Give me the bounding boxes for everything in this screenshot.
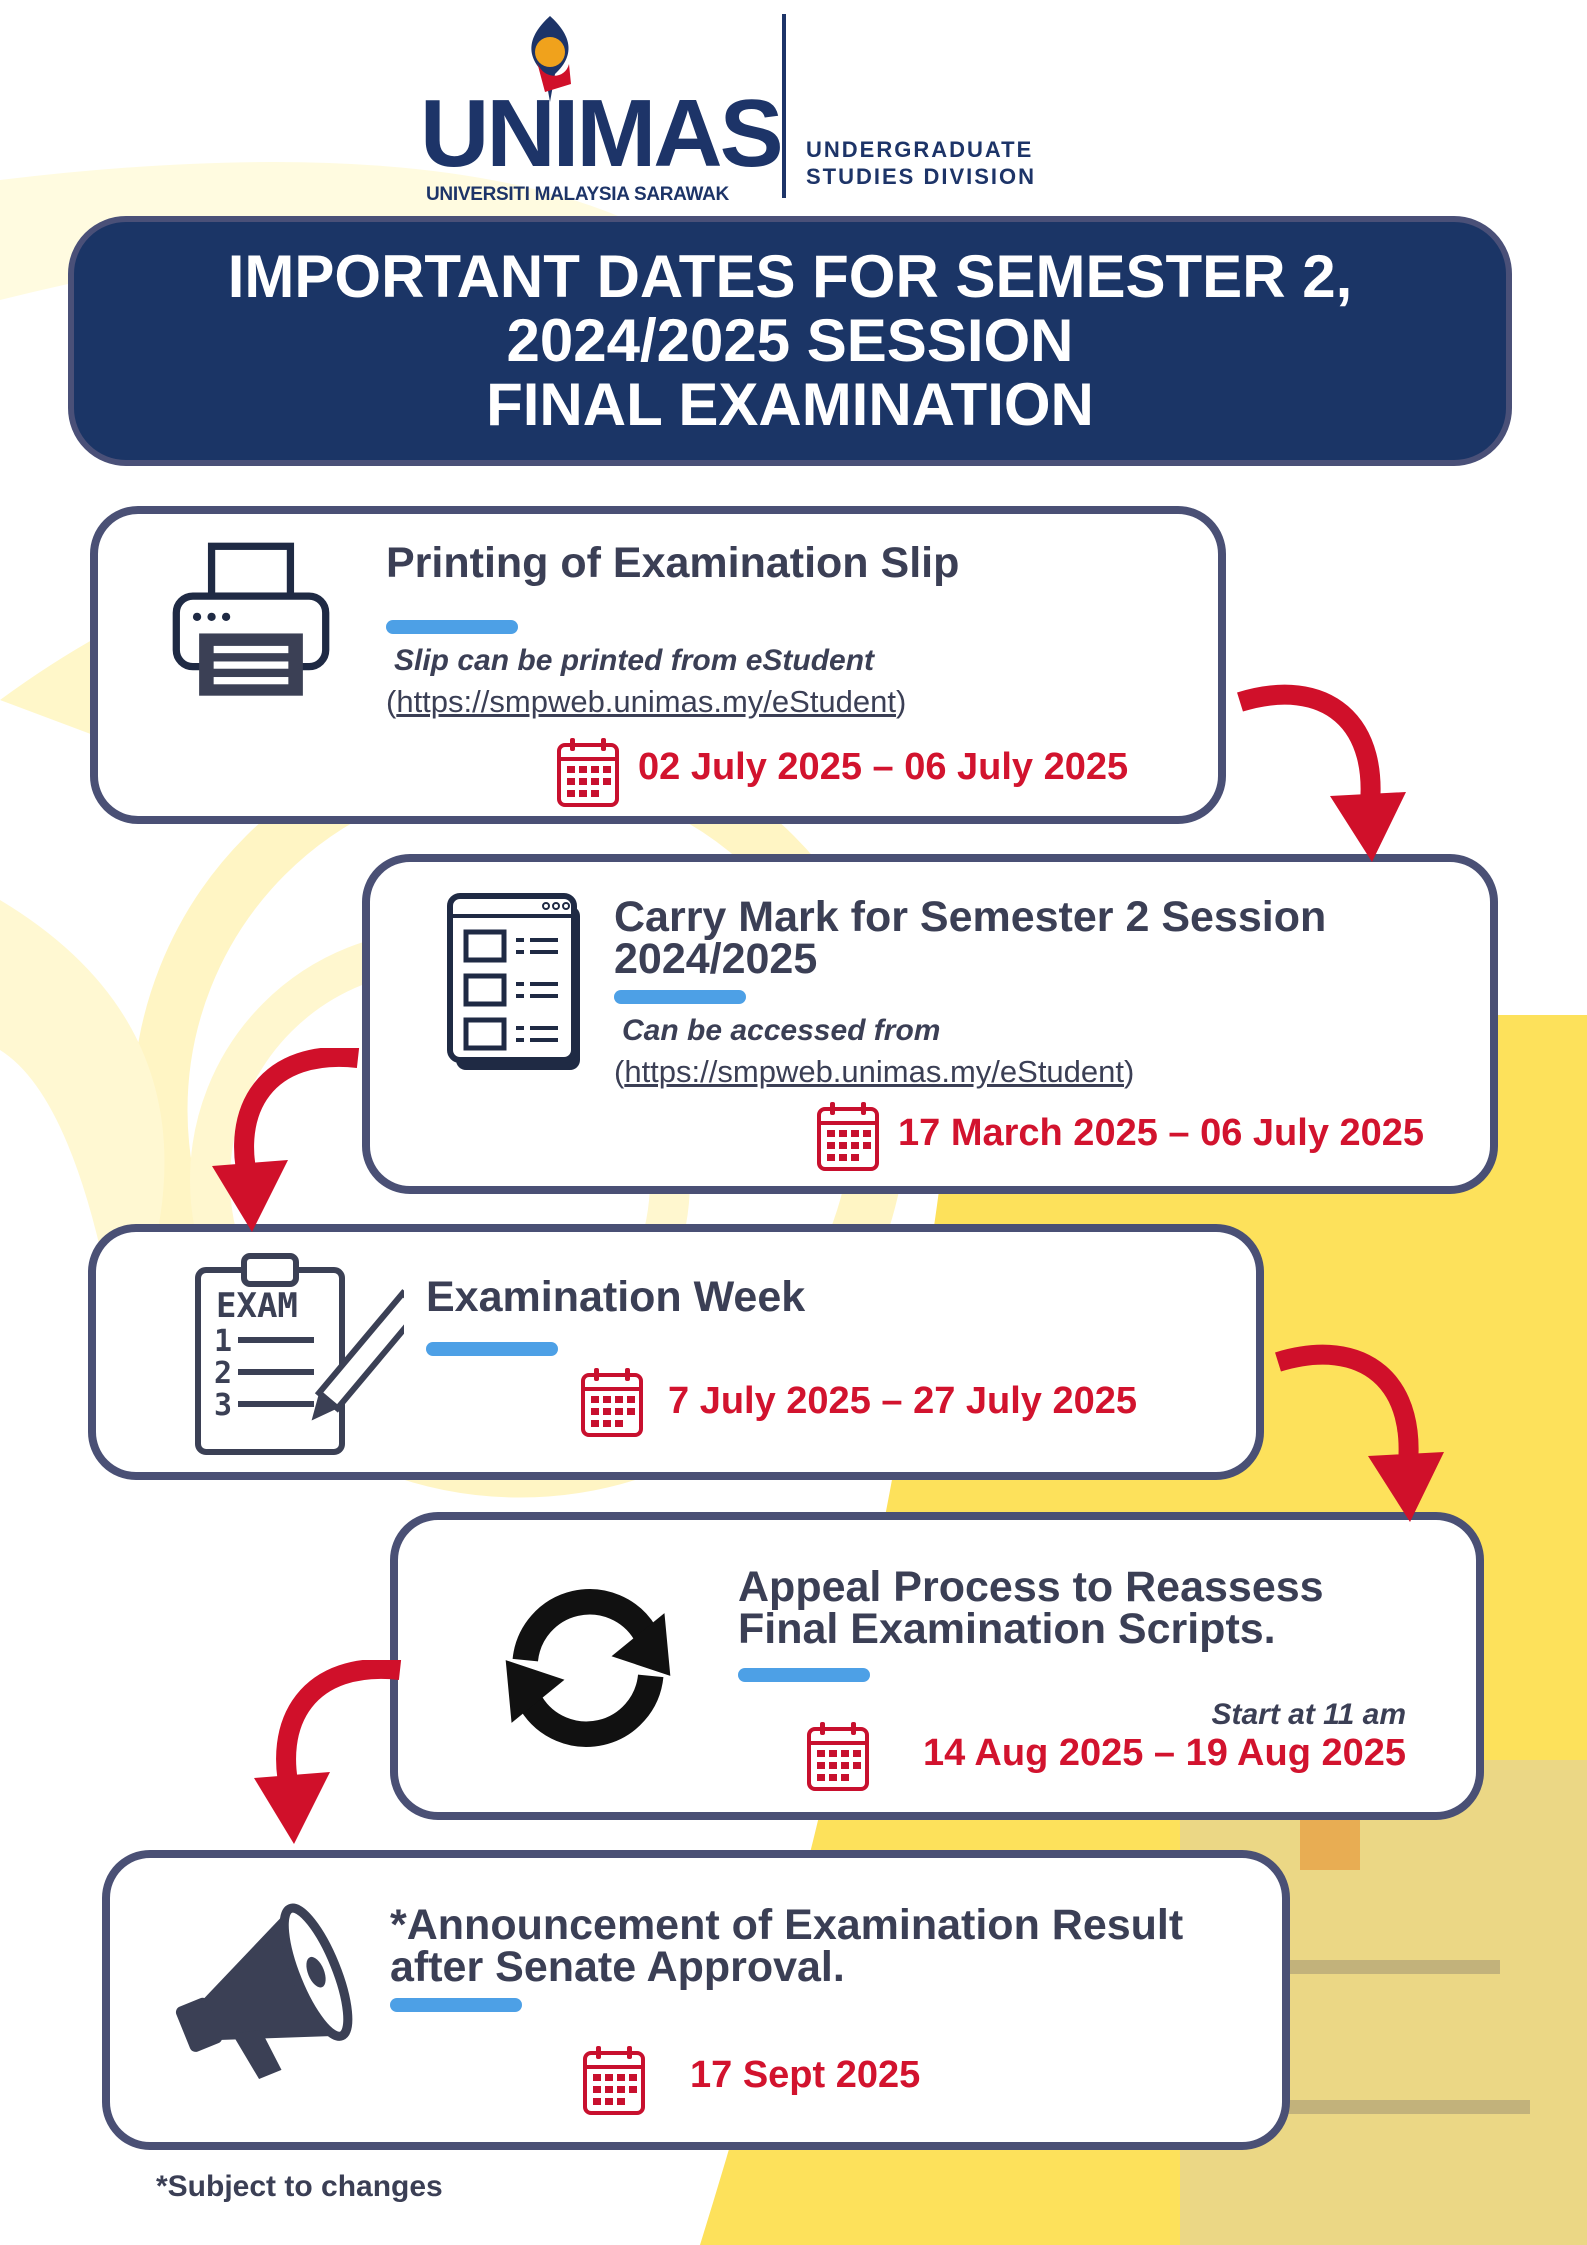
flow-arrow-1	[1234, 680, 1414, 870]
title-line-3: FINAL EXAMINATION	[486, 371, 1094, 438]
calendar-icon	[816, 1100, 880, 1172]
estudent-link[interactable]: https://smpweb.unimas.my/eStudent	[396, 684, 897, 719]
step-date: 14 Aug 2025 – 19 Aug 2025	[923, 1732, 1406, 1774]
step-title-line-1: Examination Week	[426, 1273, 806, 1321]
step-card-exam-slip	[90, 506, 1226, 824]
title-line-1: IMPORTANT DATES FOR SEMESTER 2,	[227, 243, 1353, 310]
division-line-1: UNDERGRADUATE	[806, 137, 1034, 162]
calendar-icon	[580, 1366, 644, 1438]
link-open-paren: (	[614, 1054, 625, 1089]
estudent-link[interactable]: https://smpweb.unimas.my/eStudent	[624, 1054, 1125, 1089]
step-date: 7 July 2025 – 27 July 2025	[668, 1380, 1138, 1422]
step-title	[386, 539, 960, 587]
document-list-icon	[446, 892, 586, 1072]
list-number-3: 3	[214, 1388, 233, 1423]
logo-wordmark: UNIMAS	[420, 80, 781, 187]
division-line-2: STUDIES DIVISION	[806, 164, 1037, 189]
step-title	[390, 1901, 1184, 1991]
step-link-line	[386, 684, 906, 720]
title-line-2: 2024/2025 SESSION	[506, 307, 1074, 374]
printer-icon	[168, 538, 334, 704]
exam-clipboard-icon	[194, 1250, 404, 1456]
title-underline	[386, 620, 518, 634]
header-divider	[782, 14, 786, 198]
calendar-icon	[556, 736, 620, 808]
flow-arrow-3	[1272, 1340, 1452, 1530]
list-number-1: 1	[214, 1324, 233, 1359]
title-underline	[738, 1668, 870, 1682]
logo-subtitle: UNIVERSITI MALAYSIA SARAWAK	[426, 184, 729, 205]
division-name	[806, 136, 1036, 190]
step-title-line-2: 2024/2025	[614, 935, 818, 983]
step-note: Can be accessed from	[622, 1014, 941, 1047]
step-card-carry-mark	[362, 854, 1498, 1194]
step-title-line-2: Final Examination Scripts.	[738, 1605, 1276, 1653]
step-date: 17 Sept 2025	[690, 2054, 921, 2096]
link-close-paren: )	[1124, 1054, 1135, 1089]
megaphone-icon	[162, 1884, 384, 2106]
step-date: 02 July 2025 – 06 July 2025	[638, 746, 1129, 788]
page-title-banner	[68, 216, 1512, 466]
calendar-icon	[582, 2044, 646, 2116]
flow-arrow-2	[208, 1048, 368, 1238]
calendar-icon	[806, 1720, 870, 1792]
title-underline	[426, 1342, 558, 1356]
step-title-line-1: Appeal Process to Reassess	[738, 1563, 1324, 1611]
step-title-line-1: Printing of Examination Slip	[386, 539, 960, 587]
step-title	[614, 893, 1327, 983]
title-underline	[614, 990, 746, 1004]
list-number-2: 2	[214, 1356, 233, 1391]
unimas-logo	[420, 14, 780, 204]
step-link-line	[614, 1054, 1134, 1090]
footer-note: *Subject to changes	[156, 2170, 443, 2203]
step-title-line-1: *Announcement of Examination Result	[390, 1901, 1184, 1949]
link-close-paren: )	[896, 684, 907, 719]
step-title-line-2: after Senate Approval.	[390, 1943, 845, 1991]
step-card-appeal	[390, 1512, 1484, 1820]
step-date: 17 March 2025 – 06 July 2025	[898, 1112, 1425, 1154]
step-note: Start at 11 am	[1211, 1698, 1406, 1731]
step-title-line-1: Carry Mark for Semester 2 Session	[614, 893, 1327, 941]
flow-arrow-4	[250, 1660, 410, 1850]
step-card-exam-week	[88, 1224, 1264, 1480]
exam-label: EXAM	[216, 1286, 298, 1326]
step-title	[426, 1273, 806, 1321]
link-open-paren: (	[386, 684, 397, 719]
title-underline	[390, 1998, 522, 2012]
refresh-icon	[490, 1570, 686, 1766]
step-card-result-announcement	[102, 1850, 1290, 2150]
step-title	[738, 1563, 1324, 1653]
step-note: Slip can be printed from eStudent	[394, 644, 875, 677]
